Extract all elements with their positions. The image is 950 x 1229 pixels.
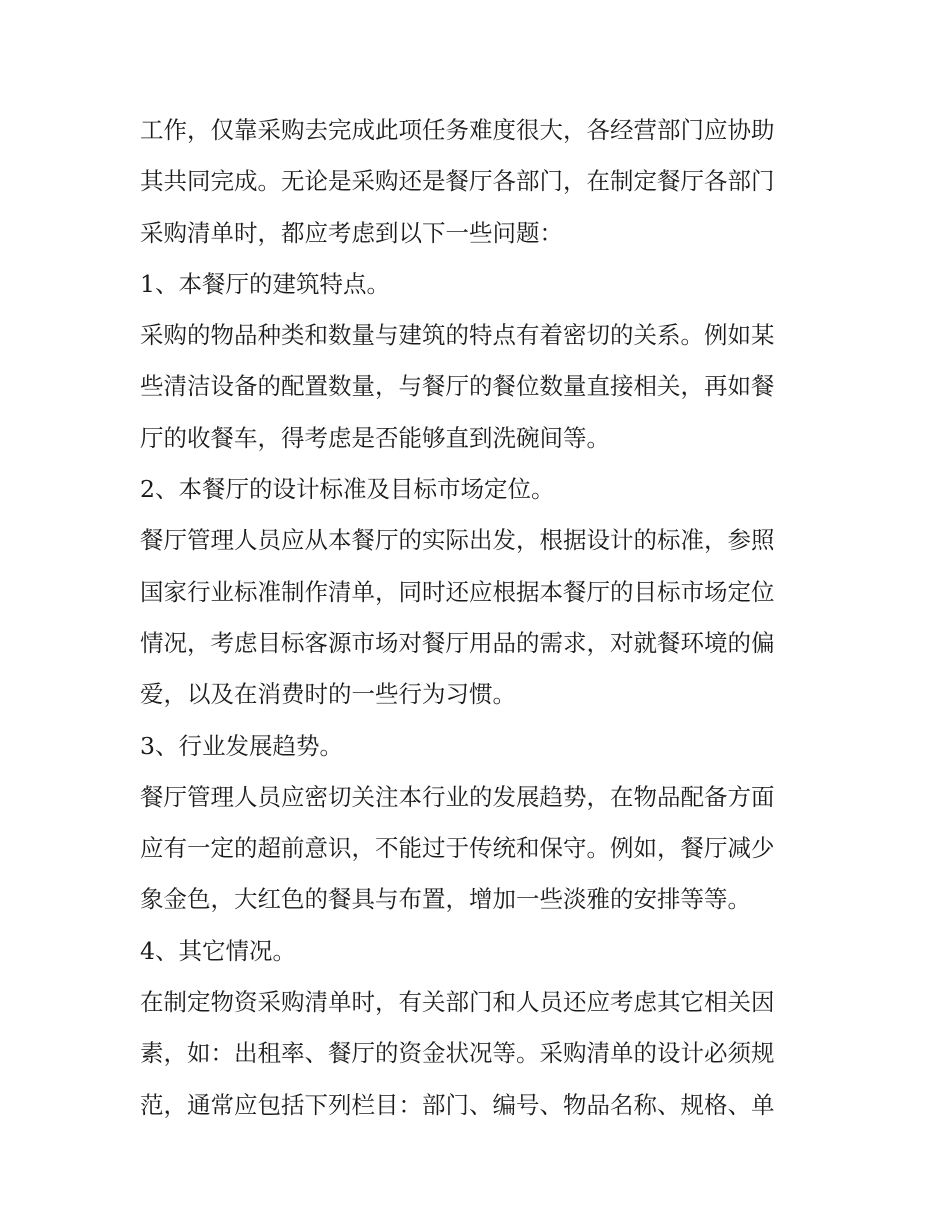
section-heading-4: 4、其它情况。	[140, 936, 296, 965]
text-line: 采购的物品种类和数量与建筑的特点有着密切的关系。例如某	[140, 321, 775, 350]
text-line: 工作，仅靠采购去完成此项任务难度很大，各经营部门应协助	[140, 116, 775, 144]
text-line: 爱，以及在消费时的一些行为习惯。	[140, 680, 516, 709]
section-heading-1: 1、本餐厅的建筑特点。	[140, 269, 390, 298]
section-heading-2: 2、本餐厅的设计标准及目标市场定位。	[140, 475, 555, 504]
text-line: 餐厅管理人员应从本餐厅的实际出发，根据设计的标准，参照	[140, 526, 775, 555]
text-line: 情况，考虑目标客源市场对餐厅用品的需求，对就餐环境的偏	[140, 628, 775, 657]
text-line: 范，通常应包括下列栏目：部门、编号、物品名称、规格、单	[140, 1090, 775, 1119]
text-line: 其共同完成。无论是采购还是餐厅各部门，在制定餐厅各部门	[140, 167, 775, 196]
text-line: 应有一定的超前意识，不能过于传统和保守。例如，餐厅减少	[140, 834, 775, 863]
document-page	[140, 105, 820, 1131]
section-heading-3: 3、行业发展趋势。	[140, 731, 343, 760]
text-line: 国家行业标准制作清单，同时还应根据本餐厅的目标市场定位	[140, 577, 775, 606]
text-line: 象金色，大红色的餐具与布置，增加一些淡雅的安排等等。	[140, 885, 751, 914]
text-line: 餐厅管理人员应密切关注本行业的发展趋势，在物品配备方面	[140, 782, 775, 811]
text-line: 采购清单时，都应考虑到以下一些问题：	[140, 218, 563, 247]
text-line: 厅的收餐车，得考虑是否能够直到洗碗间等。	[140, 423, 610, 452]
text-line: 在制定物资采购清单时，有关部门和人员还应考虑其它相关因	[140, 988, 775, 1017]
text-line: 些清洁设备的配置数量，与餐厅的餐位数量直接相关，再如餐	[140, 372, 775, 401]
text-line: 素，如：出租率、餐厅的资金状况等。采购清单的设计必须规	[140, 1039, 775, 1068]
